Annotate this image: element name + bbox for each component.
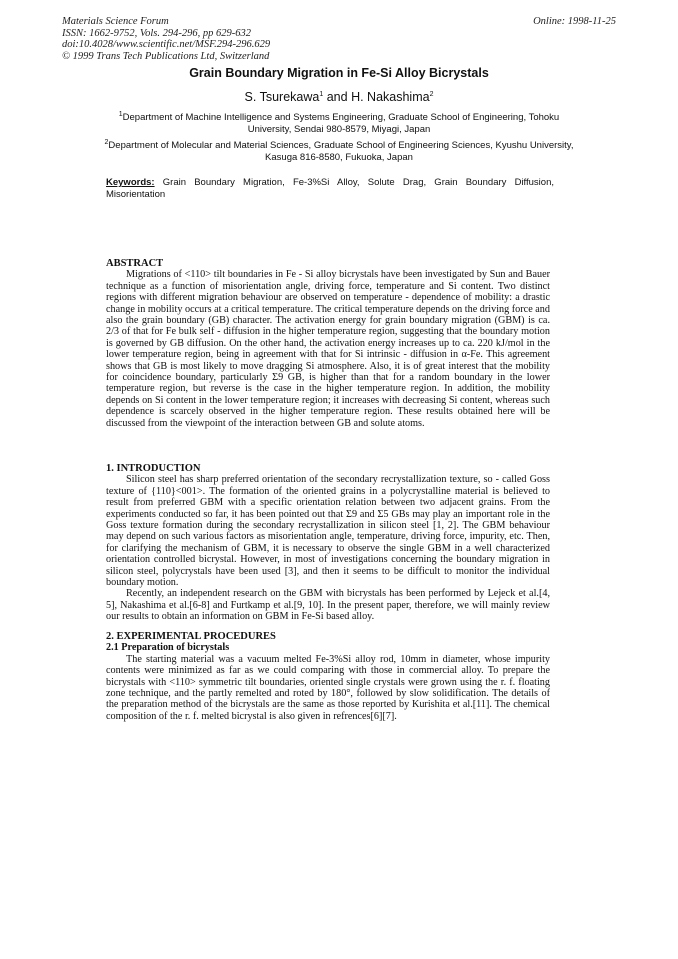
affiliation-2-sup: 2 bbox=[104, 138, 109, 146]
authors-line bbox=[0, 90, 678, 104]
affiliation-1-sup: 1 bbox=[118, 110, 123, 118]
experimental-section bbox=[106, 631, 550, 722]
affiliation-1 bbox=[100, 112, 578, 136]
author-2: H. Nakashima bbox=[351, 90, 430, 104]
experimental-subheading: 2.1 Preparation of bicrystals bbox=[106, 642, 230, 654]
paper-title: Grain Boundary Migration in Fe-Si Alloy Bicrystals bbox=[189, 66, 489, 80]
introduction-paragraph-2: Recently, an independent research on the GBM with bicrystals has been performed by Lejeck et al.[4, 5], Nakashima et al.[6-8] and Furtkamp et al.[9, 10]. In the present paper, therefore, we will mainly review our results to obtain an information on GBM in Fe-Si based alloy. bbox=[106, 588, 550, 623]
introduction-heading: 1. INTRODUCTION bbox=[106, 463, 201, 474]
affiliation-2 bbox=[100, 140, 578, 164]
keywords-text: Grain Boundary Migration, Fe-3%Si Alloy, Solute Drag, Grain Boundary Diffusion, Misorientation bbox=[106, 177, 555, 200]
abstract-section bbox=[106, 258, 550, 429]
issn-line: ISSN: 1662-9752, Vols. 294-296, pp 629-632 bbox=[62, 27, 251, 39]
copyright-line: © 1999 Trans Tech Publications Ltd, Switzerland bbox=[62, 50, 270, 62]
keywords-label: Keywords: bbox=[106, 177, 155, 188]
affiliation-1-text: Department of Machine Intelligence and Systems Engineering, Graduate School of Engineering, Tohoku University, Sendai 980-8579, Miyagi, Japan bbox=[122, 112, 560, 135]
authors-and: and bbox=[326, 90, 348, 104]
experimental-paragraph-1: The starting material was a vacuum melted Fe-3%Si alloy rod, 10mm in diameter, whose impurity contents were minimized as far as we could comparing with those in commercial alloy. To prepare the bicrystals with <110> symmetric tilt boundaries, oriented single crystals were grown using the r. f. floating zone technique, and the partly remelted and roted by 180°, followed by slow solidification. The details of the preparation method of the bicrystals are the same as those reported by Kurishita et al.[11]. The chemical composition of the r. f. melted bicrystal is also given in refrences[6][7]. bbox=[106, 653, 550, 722]
affiliation-2-text: Department of Molecular and Material Sciences, Graduate School of Engineering Sciences, Kyushu University, Kasuga 816-8580, Fukuoka, Japan bbox=[108, 140, 574, 163]
doi-line[interactable]: doi:10.4028/www.scientific.net/MSF.294-296.629 bbox=[62, 39, 271, 50]
abstract-text: Migrations of <110> tilt boundaries in Fe - Si alloy bicrystals have been investigated by Sun and Bauer technique as a function of misorientation angle, driving force, temperature and Si content. Two distinct regions with different migration behaviour are observed on temperature - dependence of mobility: a drastic change in mobility occurs at a critical temperature. The critical temperature depends on the driving force and also the grain boundary (GB) character. The activation energy for grain boundary migration (GBM) is ca. 2/3 of that for Fe bulk self - diffusion in the higher temperature region, suggesting that the boundary motion is governed by GB diffusion. On the other hand, the activation energy increases up to ca. 220 kJ/mol in the lower temperature region, being in agreement with that for Si intrinsic - diffusion in α-Fe. This agreement shows that GB is most likely to move dragging Si atmosphere. Also, it is of great interest that the mobility for coincidence boundary, particularly Σ9 GB, is higher than that for a random boundary in the lower temperature region, but reverse is the case in the higher temperature region. In addition, the mobility depends on Si content in the lower temperature region; it increases with decreasing Si content, whereas such dependence is scarcely observed in the higher temperature region. These results obtained here will be discussed from the viewpoint of the interaction between GB and solute atoms. bbox=[106, 269, 550, 429]
author-2-sup: 2 bbox=[429, 90, 434, 98]
author-1-sup: 1 bbox=[319, 90, 324, 98]
journal-header bbox=[62, 16, 270, 62]
abstract-heading: ABSTRACT bbox=[106, 258, 164, 269]
keywords bbox=[106, 177, 554, 200]
introduction-paragraph-1: Silicon steel has sharp preferred orientation of the secondary recrystallization texture, so - called Goss texture of {110}<001>. The formation of the oriented grains in a polycrystalline material is believed to result from preferred GBM with a specific orientation relation between two adjacent grains. From the experiments conducted so far, it has been pointed out that Σ9 and Σ5 GBs may play an important role in the Goss texture formation during the secondary recrystallization in silicon steel [1, 2]. The GBM behaviour may depend on such various factors as misorientation angle, temperature, driving force, impurity, etc. Then, for clarifying the mechanism of GBM, it is necessary to observe the single GBM in a well characterized orientation controlled bicrystal. However, in most of investigations concerning the boundary migration in silicon steel, polycrystals have been used [3], and then it seems to be difficult to monitor the individual boundary motion. bbox=[106, 474, 550, 589]
online-date: Online: 1998-11-25 bbox=[533, 16, 616, 27]
introduction-section bbox=[106, 463, 550, 623]
journal-name: Materials Science Forum bbox=[62, 16, 169, 27]
author-1: S. Tsurekawa bbox=[244, 90, 320, 104]
experimental-heading: 2. EXPERIMENTAL PROCEDURES bbox=[106, 631, 276, 642]
